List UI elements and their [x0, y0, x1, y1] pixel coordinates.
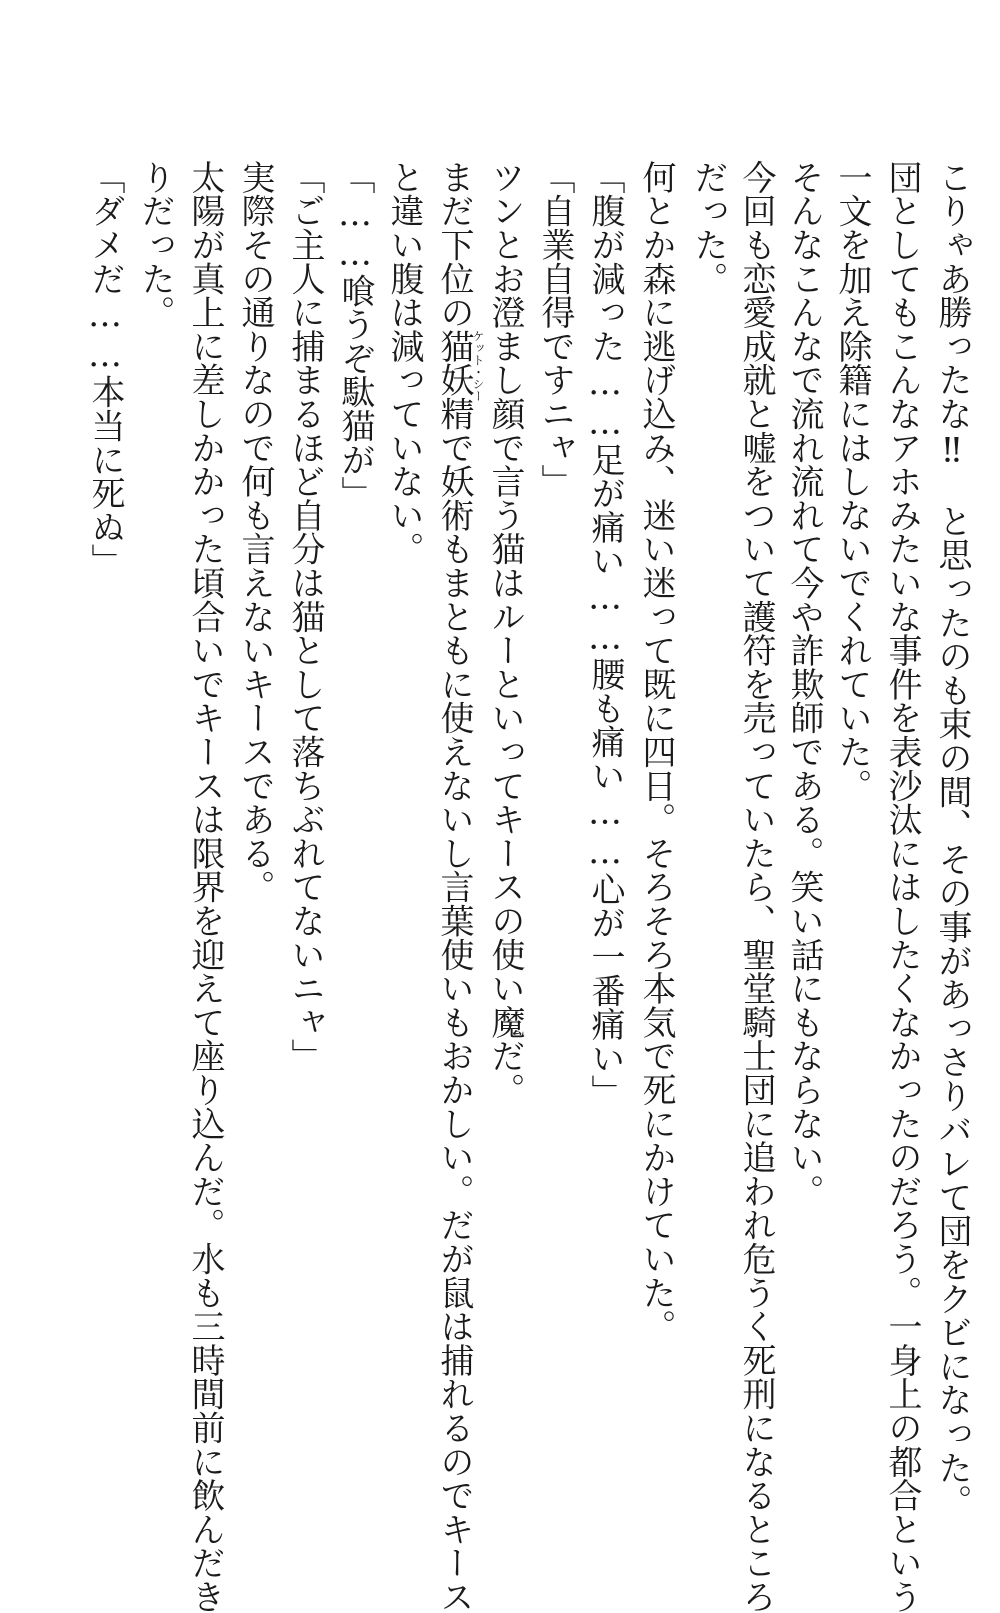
text-line-11-content: まだ下位の猫妖精で妖術もまともに使えないし言葉使いもおかしい。だが鼠は捕れるのでキース — [434, 160, 474, 1613]
text-line-12: と違い腹は減っていない。 — [384, 160, 424, 566]
dialogue-line-9: 「自業自得ですニャ」 — [535, 160, 575, 499]
dialogue-line-18: 「ダメだ……本当に死ぬ」 — [85, 160, 125, 578]
text-line-11 — [432, 160, 476, 1613]
text-line-4: そんなこんなで流れ流れて今や詐欺師である。笑い話にもならない。 — [784, 160, 824, 1208]
text-line-3: 一文を加え除籍にはしないでくれていた。 — [832, 160, 872, 803]
text-line-15: 実際その通りなので何も言えないキースである。 — [235, 160, 275, 904]
text-line-16: 太陽が真上に差しかかった頃合いでキースは限界を迎えて座り込んだ。水も三時間前に飲んだき — [185, 160, 225, 1613]
ruby-reading: ケット・シー — [471, 330, 485, 402]
text-line-2: 団としてもこんなアホみたいな事件を表沙汰にはしたくなかったのだろう。一身上の都合という — [882, 160, 922, 1613]
text-line-17: りだった。 — [135, 160, 175, 330]
dialogue-line-13: 「……喰うぞ駄猫が」 — [335, 160, 375, 511]
text-line-10: ツンとお澄まし顔で言う猫はルーといってキースの使い魔だ。 — [485, 160, 525, 1107]
dialogue-line-14: 「ご主人に捕まるほど自分は猫として落ちぶれてないニャ」 — [285, 160, 325, 1073]
text-line-7: 何とか森に逃げ込み、迷い迷って既に四日。そろそろ本気で死にかけていた。 — [636, 160, 676, 1343]
text-line-1: こりゃあ勝ったな‼ と思ったのも束の間、その事があっさりバレて団をクビになった。 — [932, 160, 972, 1519]
dialogue-line-8: 「腹が減った……足が痛い……腰も痛い……心が一番痛い」 — [585, 160, 625, 1109]
text-line-5: 今回も恋愛成就と嘘をついて護符を売っていたら、聖堂騎士団に追われ危うく死刑になるところ — [736, 160, 776, 1613]
text-line-6: だった。 — [688, 160, 728, 296]
